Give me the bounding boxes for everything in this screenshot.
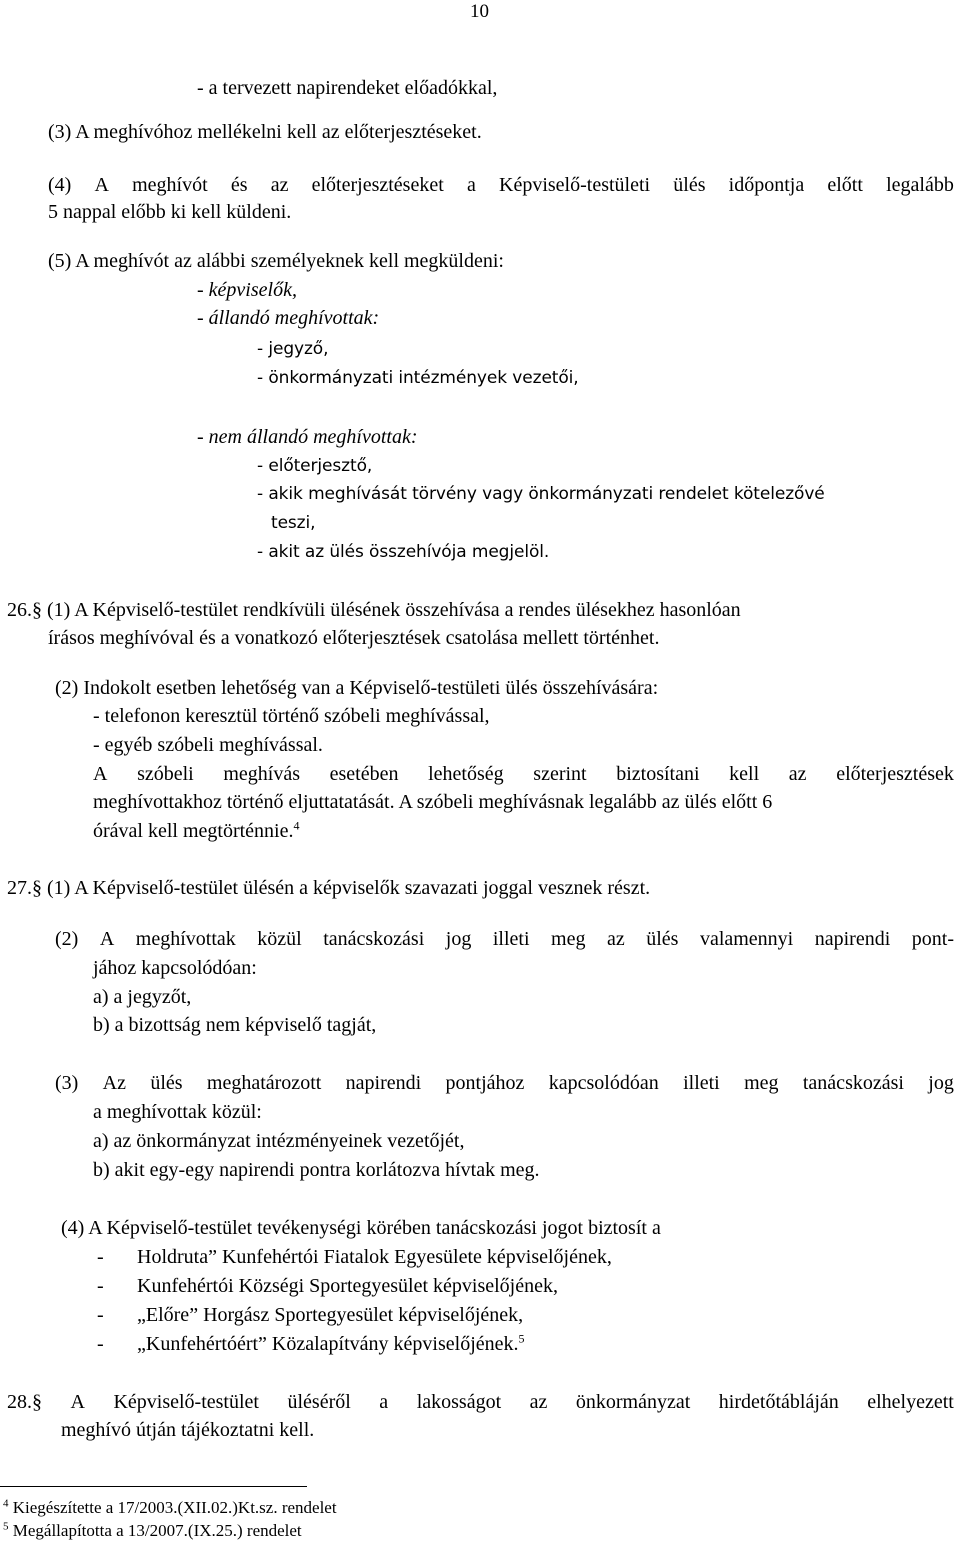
word: a xyxy=(379,1391,389,1413)
footnote xyxy=(3,1498,337,1518)
word: az xyxy=(529,1391,548,1413)
word: meghívottak xyxy=(135,928,236,950)
page-number: 10 xyxy=(470,1,489,22)
word: esetében xyxy=(329,763,399,785)
text-line: - előterjesztő, xyxy=(257,456,373,476)
word: A xyxy=(70,1391,85,1413)
word: szerint xyxy=(533,763,587,785)
word: Képviselő-testületi xyxy=(499,174,651,196)
text-line: (3) A meghívóhoz mellékelni kell az előterjesztéseket. xyxy=(48,121,482,143)
text-line xyxy=(7,1390,954,1414)
word: illeti xyxy=(492,928,530,950)
text-line: jához kapcsolódóan: xyxy=(93,957,257,979)
text-line: - egyéb szóbeli meghívással. xyxy=(93,734,323,756)
text-line: a) az önkormányzat intézményeinek vezetőjét, xyxy=(93,1130,465,1152)
word: A xyxy=(93,763,108,785)
word: kapcsolódóan xyxy=(548,1072,659,1094)
footnote-text: Megállapította a 13/2007.(IX.25.) rendelet xyxy=(12,1521,302,1540)
word: és xyxy=(230,174,248,196)
word: ülés xyxy=(673,174,706,196)
word: A xyxy=(99,928,115,950)
word: (4) xyxy=(48,174,72,196)
text-line: - önkormányzati intézmények vezetői, xyxy=(257,368,579,388)
word: meghívót xyxy=(132,174,208,196)
word: a xyxy=(466,174,476,196)
text-line: Kunfehértói Községi Sportegyesület képviselőjének, xyxy=(137,1275,558,1297)
word: ülés xyxy=(150,1072,183,1094)
word: jog xyxy=(928,1072,954,1094)
word: tanácskozási xyxy=(323,928,425,950)
list-item-dash: - xyxy=(97,1333,104,1355)
text-line: (4) A Képviselő-testület tevékenységi körében tanácskozási jogot biztosít a xyxy=(61,1217,661,1239)
text-line xyxy=(55,927,954,951)
word: napirendi xyxy=(814,928,891,950)
word: az xyxy=(788,763,807,785)
text-line: (5) A meghívót az alábbi személyeknek kell megküldeni: xyxy=(48,250,504,272)
text-line: teszi, xyxy=(271,513,316,533)
word: A xyxy=(94,174,109,196)
footnote-ref-5[interactable]: 5 xyxy=(518,1331,525,1346)
word: hirdetőtábláján xyxy=(718,1391,839,1413)
footnote-mark: 5 xyxy=(3,1520,9,1533)
text-line: - állandó meghívottak: xyxy=(197,307,380,329)
word: előtt xyxy=(827,174,863,196)
word: ülés xyxy=(646,928,679,950)
word: pontjához xyxy=(445,1072,525,1094)
text-line: 26.§ (1) A Képviselő-testület rendkívüli ülésének összehívása a rendes ülésekhez hasonlóan xyxy=(7,599,741,621)
list-item-dash: - xyxy=(97,1275,104,1297)
word: lakosságot xyxy=(416,1391,502,1413)
text-line: - jegyző, xyxy=(257,339,329,359)
word: (3) xyxy=(55,1072,79,1094)
word: szóbeli xyxy=(137,763,194,785)
text-line: írásos meghívóval és a vonatkozó előterjesztések csatolása mellett történhet. xyxy=(48,627,660,649)
word: Képviselő-testület xyxy=(113,1391,259,1413)
text-line: meghívottakhoz történő eljuttatatását. A szóbeli meghívásnak legalább az ülés előtt 6 xyxy=(93,791,773,813)
word: tanácskozási xyxy=(802,1072,904,1094)
word: kell xyxy=(729,763,760,785)
word: legalább xyxy=(886,174,954,196)
text-line xyxy=(55,1071,954,1095)
text-line: b) a bizottság nem képviselő tagját, xyxy=(93,1014,377,1036)
word: napirendi xyxy=(345,1072,422,1094)
word: 28.§ xyxy=(7,1391,42,1413)
footnote-ref-4[interactable]: 4 xyxy=(293,818,300,833)
word: lehetőség xyxy=(428,763,504,785)
text-line: - a tervezett napirendeket előadókkal, xyxy=(197,77,498,99)
list-item-dash: - xyxy=(97,1246,104,1268)
word: (2) xyxy=(55,928,79,950)
word: meghatározott xyxy=(206,1072,322,1094)
word: meg xyxy=(551,928,586,950)
word: meghívás xyxy=(223,763,301,785)
text-line-content: „Kunfehértóért” Közalapítvány képviselőjének. xyxy=(137,1333,519,1355)
footnote-text: Kiegészítette a 17/2003.(XII.02.)Kt.sz. rendelet xyxy=(12,1498,337,1517)
text-line xyxy=(93,762,954,786)
word: közül xyxy=(257,928,302,950)
word: előterjesztéseket xyxy=(311,174,444,196)
text-line: a meghívottak közül: xyxy=(93,1101,262,1123)
text-line: (2) Indokolt esetben lehetőség van a Képviselő-testületi ülés összehívására: xyxy=(55,677,659,699)
text-line: 5 nappal előbb ki kell küldeni. xyxy=(48,201,292,223)
word: üléséről xyxy=(287,1391,351,1413)
footnote xyxy=(3,1521,302,1541)
text-line: - nem állandó meghívottak: xyxy=(197,426,418,448)
text-line xyxy=(48,173,954,197)
text-line: meghívó útján tájékoztatni kell. xyxy=(61,1419,315,1441)
text-line: - telefonon keresztül történő szóbeli meghívással, xyxy=(93,705,490,727)
word: az xyxy=(606,928,625,950)
text-line: a) a jegyzőt, xyxy=(93,986,192,1008)
word: valamennyi xyxy=(699,928,794,950)
text-line: b) akit egy-egy napirendi pontra korlátozva hívtak meg. xyxy=(93,1159,540,1181)
text-line xyxy=(137,1332,525,1356)
word: jog xyxy=(445,928,472,950)
text-line: „Előre” Horgász Sportegyesület képviselőjének, xyxy=(137,1304,524,1326)
text-line xyxy=(93,819,299,843)
word: időpontja xyxy=(728,174,805,196)
text-line: - akit az ülés összehívója megjelöl. xyxy=(257,542,550,562)
word: illeti xyxy=(683,1072,720,1094)
word: biztosítani xyxy=(616,763,700,785)
text-line: - képviselők, xyxy=(197,279,297,301)
footnote-mark: 4 xyxy=(3,1497,9,1510)
word: pont- xyxy=(911,928,954,950)
list-item-dash: - xyxy=(97,1304,104,1326)
word: meg xyxy=(744,1072,779,1094)
word: előterjesztések xyxy=(836,763,954,785)
word: önkormányzat xyxy=(575,1391,691,1413)
word: elhelyezett xyxy=(867,1391,954,1413)
text-line-content: órával kell megtörténnie. xyxy=(93,820,294,842)
text-line: Holdruta” Kunfehértói Fiatalok Egyesülete képviselőjének, xyxy=(137,1246,612,1268)
text-line: - akik meghívását törvény vagy önkormányzati rendelet kötelezővé xyxy=(257,484,825,504)
footnote-separator xyxy=(0,1486,307,1487)
word: az xyxy=(270,174,289,196)
word: Az xyxy=(102,1072,126,1094)
text-line: 27.§ (1) A Képviselő-testület ülésén a képviselők szavazati joggal vesznek részt. xyxy=(7,877,651,899)
